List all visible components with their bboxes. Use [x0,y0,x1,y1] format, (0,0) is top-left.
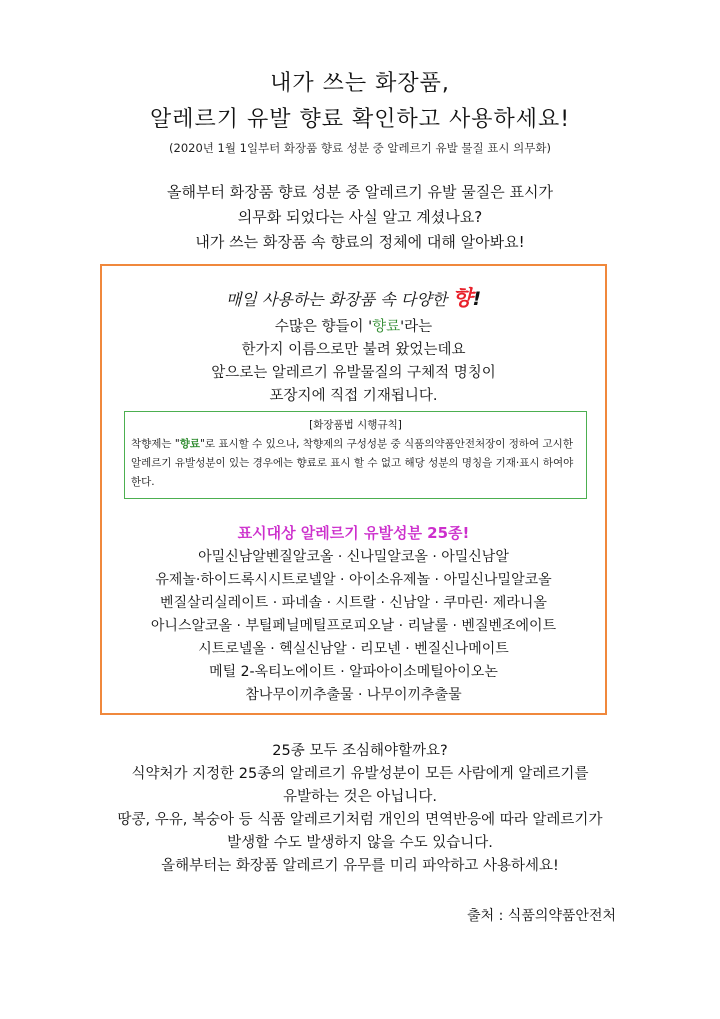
law-quote-segment: 착향제는 " [131,438,180,450]
allergen-list [102,546,605,707]
box-line-text: '라는 [400,319,433,335]
intro-line: 내가 쓰는 화장품 속 향료의 정체에 대해 알아봐요! [195,233,525,251]
info-box [100,264,607,715]
allergen-list-line: 벤질살리실레이트 · 파네솔 · 시트랄 · 신남알 · 쿠마린· 제라니올 [160,595,547,611]
outro-line: 땅콩, 우유, 복숭아 등 식품 알레르기처럼 개인의 면역반응에 따라 알레르기가 [117,812,603,828]
outro-line: 발생할 수도 발생하지 않을 수도 있습니다. [227,835,493,851]
box-heading-highlight: 향 [452,286,473,310]
box-line: 앞으로는 알레르기 유발물질의 구체적 명칭이 [211,365,496,381]
outro-line: 유발하는 것은 아닙니다. [283,789,437,805]
intro-line: 의무화 되었다는 사실 알고 계셨나요? [237,208,483,226]
law-quote-text [131,435,580,492]
source-credit: 출처 : 식품의약품안전처 [467,908,616,924]
intro-paragraph [0,180,720,255]
intro-line: 올해부터 화장품 향료 성분 중 알레르기 유발 물질은 표시가 [167,183,553,201]
subtitle: (2020년 1월 1일부터 화장품 향료 성분 중 알레르기 유발 물질 표시 의무화) [169,141,551,155]
allergen-list-line: 유제놀·하이드록시시트로넬알 · 아이소유제놀 · 아밀신나밀알코올 [155,572,552,588]
box-heading-text: 매일 사용하는 화장품 속 다양한 [225,290,453,309]
allergen-list-line: 시트로넬올 · 헥실신남알 · 리모넨 · 벤질신나메이트 [198,641,509,657]
box-line-text: 수많은 향들이 ' [274,319,373,335]
outro-line: 25종 모두 조심해야할까요? [272,743,448,759]
box-line: 한가지 이름으로만 불려 왔었는데요 [241,342,466,358]
box-body [102,316,605,408]
box-line: 포장지에 직접 기재됩니다. [269,388,438,404]
title-line-2: 알레르기 유발 향료 확인하고 사용하세요! [149,107,571,132]
box-heading-exclaim: ! [472,288,482,310]
law-quote-title: [화장품법 시행규칙] [309,419,402,431]
law-quote-box [124,411,587,499]
outro-line: 올해부터는 화장품 알레르기 유무를 미리 파악하고 사용하세요! [161,858,559,874]
law-quote-segment: "로 표시할 수 있으나, 착향제의 구성성분 중 식품의약품안전처장이 정하여 고시한 알레르기 유발성분이 있는 경우에는 향료로 표시 할 수 없고 해당 성분의 명칭을 기재·표시 하여야 한다. [131,438,574,488]
box-line [102,316,605,339]
allergen-list-line: 아니스알코올 · 부틸페닐메틸프로피오날 · 리날룰 · 벤질벤조에이트 [150,618,557,634]
allergen-list-line: 아밀신남알벤질알코올 · 신나밀알코올 · 아밀신남알 [198,549,509,565]
outro-paragraph [0,740,720,878]
title-line-1: 내가 쓰는 화장품, [270,71,450,96]
allergen-list-line: 참나무이끼추출물 · 나무이끼추출물 [245,687,462,703]
outro-line: 식약처가 지정한 25종의 알레르기 유발성분이 모든 사람에게 알레르기를 [131,766,589,782]
term-highlight: 향료 [372,319,401,335]
allergen-list-line: 메틸 2-옥티노에이트 · 알파아이소메틸아이오논 [209,664,498,680]
law-quote-term: 향료 [179,438,201,450]
allergen-list-title: 표시대상 알레르기 유발성분 25종! [237,524,470,542]
box-heading [102,282,605,312]
